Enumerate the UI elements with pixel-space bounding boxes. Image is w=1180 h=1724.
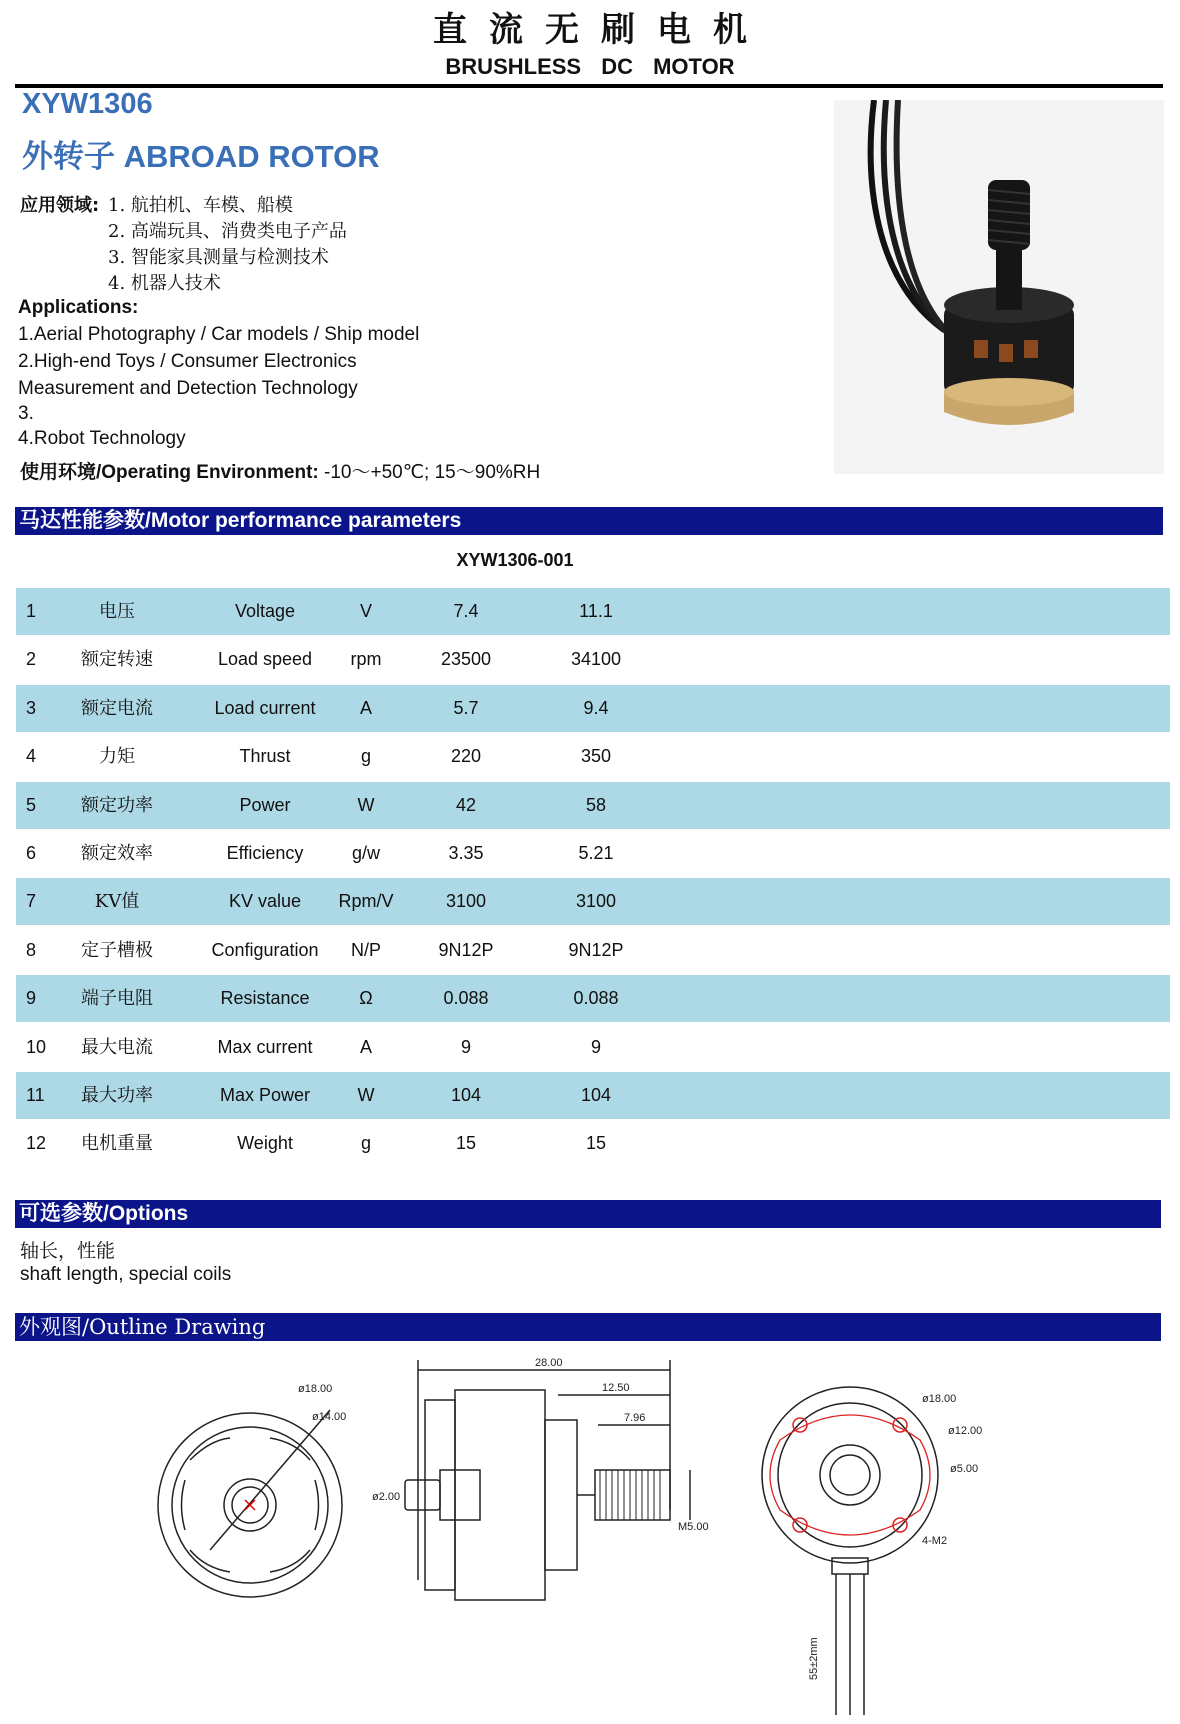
- rear-dim-holes: 4-M2: [922, 1535, 948, 1547]
- param-unit: V: [359, 601, 372, 621]
- value-11v1: 3100: [575, 891, 617, 912]
- value-7v4: 7.4: [453, 601, 479, 621]
- value-7v4: 3.35: [448, 843, 484, 863]
- side-dim-shaft: 12.50: [602, 1382, 630, 1394]
- value-11v1: 9.4: [583, 697, 609, 718]
- rear-mount-holes: [793, 1418, 907, 1532]
- table-row: [16, 830, 1170, 877]
- value-11v1: 11.1: [579, 601, 613, 621]
- param-unit: g/w: [351, 843, 380, 863]
- side-dim-total: 28.00: [535, 1357, 563, 1369]
- page-title-cn: 直流无刷电机: [433, 10, 769, 50]
- table-row: [16, 685, 1170, 732]
- value-11v1: 34100: [570, 649, 622, 670]
- table-model-header: XYW1306-001: [456, 550, 574, 570]
- outline-section-header: 外观图/Outline Drawing: [15, 1313, 1161, 1341]
- value-11v1: 0.088: [573, 988, 619, 1009]
- param-name-en: Max Power: [219, 1085, 311, 1105]
- value-7v4: 15: [455, 1133, 477, 1154]
- front-dim-d2: ø14.00: [312, 1411, 347, 1423]
- rear-dim-d1: ø18.00: [922, 1393, 957, 1405]
- value-11v1: 15: [585, 1133, 607, 1154]
- param-name-cn: KV值: [94, 891, 140, 913]
- value-7v4: 0.088: [443, 988, 489, 1009]
- value-7v4: 3100: [445, 891, 487, 912]
- value-11v1: 5.21: [578, 843, 614, 863]
- table-row: [16, 588, 1170, 635]
- table-row: [16, 878, 1170, 925]
- row-index: 6: [26, 843, 37, 863]
- side-view: [405, 1360, 690, 1600]
- product-model: XYW1306: [22, 88, 153, 120]
- page-title-en: BRUSHLESS DC MOTOR: [445, 54, 735, 79]
- table-row: [16, 733, 1170, 780]
- param-name-en: Voltage: [234, 601, 296, 621]
- param-name-en: Power: [239, 794, 291, 815]
- row-index: 12: [26, 1133, 47, 1154]
- rear-view: [762, 1387, 938, 1715]
- side-dim-m5: M5.00: [678, 1521, 709, 1533]
- param-name-en: Thrust: [239, 746, 291, 767]
- applications-en-item: 2.High-end Toys / Consumer Electronics: [18, 351, 357, 372]
- operating-environment: [20, 457, 540, 484]
- value-11v1: 9: [590, 1036, 601, 1057]
- applications-en-item: 4.Robot Technology: [18, 428, 186, 449]
- param-name-cn: 电机重量: [81, 1133, 153, 1155]
- value-7v4: 9: [460, 1036, 471, 1057]
- table-row: [16, 1120, 1170, 1167]
- param-unit: Ω: [359, 988, 373, 1009]
- param-name-en: Resistance: [220, 988, 310, 1009]
- param-name-en: Load speed: [217, 649, 313, 670]
- rotor-type: 外转子 ABROAD ROTOR: [22, 139, 380, 174]
- param-name-en: Max current: [217, 1036, 313, 1057]
- row-index: 7: [26, 891, 37, 912]
- row-index: 2: [26, 649, 37, 670]
- value-11v1: 104: [580, 1085, 612, 1105]
- param-unit: g: [360, 1133, 371, 1154]
- performance-section-header: 马达性能参数/Motor performance parameters: [15, 507, 1163, 535]
- table-row: [16, 1024, 1170, 1071]
- applications-cn-item: 2. 高端玩具、消费类电子产品: [108, 221, 347, 242]
- row-index: 3: [26, 697, 37, 718]
- front-dim-d1: ø18.00: [298, 1383, 333, 1395]
- param-name-en: Configuration: [211, 939, 319, 960]
- value-11v1: 9N12P: [568, 939, 624, 960]
- table-row: [16, 975, 1170, 1022]
- applications-cn-item: 1. 航拍机、车模、船模: [108, 195, 293, 216]
- row-index: 8: [26, 939, 37, 960]
- rear-dim-d3: ø5.00: [950, 1463, 979, 1475]
- value-11v1: 58: [585, 794, 607, 815]
- param-name-en: Weight: [237, 1133, 293, 1154]
- param-unit: Rpm/V: [338, 891, 394, 912]
- param-unit: g: [360, 746, 371, 767]
- param-unit: A: [359, 1036, 372, 1057]
- param-name-cn: 最大电流: [81, 1036, 153, 1058]
- table-row: [16, 636, 1170, 683]
- title-divider: [15, 84, 1163, 88]
- param-name-cn: 力矩: [99, 746, 135, 768]
- table-row: [16, 927, 1170, 974]
- param-unit: A: [359, 697, 372, 718]
- param-name-cn: 最大功率: [81, 1085, 153, 1106]
- param-name-cn: 额定效率: [81, 843, 153, 864]
- applications-en-item: 1.Aerial Photography / Car models / Ship model: [18, 324, 420, 345]
- table-row: [16, 782, 1170, 829]
- environment-label: 使用环境/Operating Environment:: [20, 462, 319, 483]
- outline-drawing: [150, 1350, 1070, 1720]
- value-11v1: 350: [580, 746, 612, 767]
- outline-drawing-svg: [150, 1350, 1070, 1720]
- param-name-cn: 额定功率: [81, 794, 153, 816]
- row-index: 4: [26, 746, 37, 767]
- param-unit: W: [357, 1085, 375, 1105]
- options-cn: 轴长，性能: [20, 1240, 116, 1262]
- param-name-cn: 电压: [99, 601, 135, 622]
- value-7v4: 23500: [440, 649, 492, 670]
- param-name-cn: 额定电流: [81, 697, 153, 719]
- value-7v4: 104: [450, 1085, 482, 1105]
- options-en: shaft length, special coils: [20, 1264, 232, 1285]
- param-name-en: KV value: [228, 891, 302, 912]
- param-name-en: Efficiency: [226, 843, 304, 863]
- options-section-header: 可选参数/Options: [15, 1200, 1161, 1228]
- applications-cn-item: 3. 智能家具测量与检测技术: [108, 247, 329, 268]
- row-index: 9: [26, 988, 37, 1009]
- value-7v4: 5.7: [453, 697, 479, 718]
- row-index: 5: [26, 794, 37, 815]
- param-unit: N/P: [350, 939, 381, 960]
- row-index: 10: [26, 1036, 47, 1057]
- applications-en-heading: Applications:: [18, 297, 139, 318]
- param-name-cn: 定子槽极: [81, 939, 153, 961]
- param-unit: rpm: [350, 649, 382, 670]
- param-name-cn: 端子电阻: [81, 988, 153, 1010]
- lead-length: 55±2mm: [808, 1637, 820, 1680]
- value-7v4: 42: [455, 794, 477, 815]
- row-index: 11: [26, 1085, 45, 1105]
- applications-cn-item: 4. 机器人技术: [108, 273, 221, 294]
- value-7v4: 9N12P: [438, 939, 494, 960]
- applications-cn-label: 应用领域:: [20, 195, 100, 216]
- applications-en-item: 3.: [18, 403, 34, 424]
- side-dim-d2: ø2.00: [372, 1491, 401, 1503]
- rear-dim-d2: ø12.00: [948, 1425, 983, 1437]
- table-row: [16, 1072, 1170, 1119]
- applications-en-item: Measurement and Detection Technology: [18, 378, 358, 399]
- front-view: [158, 1410, 342, 1597]
- value-7v4: 220: [450, 746, 482, 767]
- param-name-en: Load current: [214, 697, 316, 718]
- row-index: 1: [26, 601, 37, 621]
- param-unit: W: [357, 794, 375, 815]
- motor-photo: [834, 100, 1164, 474]
- motor-illustration: [834, 100, 1164, 474]
- environment-value: -10～+50℃; 15～90%RH: [324, 462, 541, 483]
- param-name-cn: 额定转速: [81, 649, 153, 671]
- side-dim-thread: 7.96: [624, 1412, 646, 1424]
